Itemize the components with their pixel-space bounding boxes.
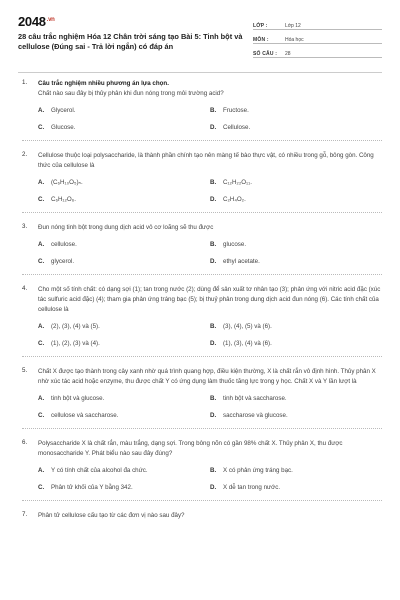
answer-option[interactable] [210, 107, 382, 114]
question-text: Chất X được tạo thành trong cây xanh nhờ quá trình quang hợp, điều kiện thường, X là chất rắn vô định hình. Thủy phân X nhờ xúc tác acid hoặc enzyme, thu được chất Y có ứng dụng làm thuốc tăng lực trong y học. Chất X và Y lần lượt là [38, 368, 376, 385]
option-text: Phân tử khối của Y bằng 342. [51, 484, 133, 491]
question-number: 3. [22, 223, 28, 230]
question-text-block [38, 151, 382, 171]
answer-option[interactable] [38, 484, 210, 491]
answer-option[interactable] [38, 340, 210, 347]
document-header [18, 14, 382, 66]
answer-option[interactable] [38, 467, 210, 474]
option-letter: C. [38, 258, 45, 265]
option-text: C₂H₄O₂. [223, 196, 246, 203]
option-text: glucose. [223, 241, 247, 248]
answer-option[interactable] [38, 258, 210, 265]
question-text-block [38, 223, 382, 233]
option-letter: D. [210, 124, 217, 131]
option-text: (3), (4), (5) và (6). [223, 323, 272, 330]
option-letter: D. [210, 340, 217, 347]
meta-label: SỐ CÂU : [253, 51, 278, 57]
option-letter: A. [38, 395, 45, 402]
option-letter: D. [210, 196, 217, 203]
answer-option[interactable] [38, 412, 210, 419]
document-meta [253, 16, 382, 58]
answer-option[interactable] [210, 412, 382, 419]
question-number: 6. [22, 439, 28, 446]
answer-option[interactable] [38, 179, 210, 186]
answer-option[interactable] [38, 395, 210, 402]
question-item [22, 285, 382, 357]
meta-value: Hóa học [285, 37, 304, 43]
answer-option[interactable] [38, 323, 210, 330]
option-text: Cellulose. [223, 124, 251, 131]
question-text: Cho một số tính chất: có dạng sợi (1); tan trong nước (2); dùng để sản xuất tơ nhân tạo (3); phản ứng với nitric acid đặc (xúc tác sulfuric acid đặc) (4); tham gia phản ứng tráng bạc (5); bị thuỷ phân trong dung dịch acid đun nóng (6). Các tính chất của cellulose là [38, 286, 381, 313]
meta-row-class [253, 16, 382, 30]
question-number: 5. [22, 367, 28, 374]
option-letter: D. [210, 258, 217, 265]
option-text: saccharose và glucose. [223, 412, 288, 419]
meta-label: LỚP : [253, 23, 268, 29]
question-item [22, 223, 382, 275]
option-letter: C. [38, 196, 45, 203]
answer-option[interactable] [210, 395, 382, 402]
question-text-block [38, 285, 382, 315]
option-letter: A. [38, 241, 45, 248]
question-number: 2. [22, 151, 28, 158]
option-letter: B. [210, 323, 217, 330]
question-item [22, 511, 382, 530]
answer-option[interactable] [210, 196, 382, 203]
option-text: (1), (2), (3) và (4). [51, 340, 100, 347]
answer-option[interactable] [210, 484, 382, 491]
option-text: C₆H₁₂O₆. [51, 196, 76, 203]
answer-options [38, 467, 382, 491]
meta-value: 28 [285, 51, 291, 57]
option-text: cellulose và saccharose. [51, 412, 119, 419]
question-text: Polysaccharide X là chất rắn, màu trắng, dạng sợi. Trong bông nõn có gần 98% chất X. Thủy phân X, thu được monosaccharide Y. Phát biểu nào sau đây đúng? [38, 440, 343, 457]
option-text: (C₆H₁₀O₅)ₙ. [51, 179, 83, 186]
option-letter: C. [38, 124, 45, 131]
option-letter: A. [38, 323, 45, 330]
option-text: Fructose. [223, 107, 249, 114]
question-text-block [38, 367, 382, 387]
option-text: Y có tính chất của alcohol đa chức. [51, 467, 148, 474]
option-text: Glycerol. [51, 107, 76, 114]
answer-options [38, 241, 382, 265]
question-item [22, 151, 382, 213]
answer-options [38, 107, 382, 131]
option-letter: D. [210, 484, 217, 491]
option-text: C₁₂H₂₂O₁₁. [223, 179, 252, 186]
logo-suffix: .vn [46, 16, 55, 23]
option-letter: A. [38, 467, 45, 474]
option-text: tinh bột và glucose. [51, 395, 105, 402]
document-title: 28 câu trắc nghiệm Hóa 12 Chân trời sáng tạo Bài 5: Tinh bột và cellulose (Đúng sai - Trả lời ngắn) có đáp án [18, 32, 243, 51]
question-number: 1. [22, 79, 28, 86]
question-text: Đun nóng tinh bột trong dung dịch acid vô cơ loãng sẽ thu được [38, 224, 214, 231]
option-letter: B. [210, 179, 217, 186]
question-text: Phân tử cellulose cấu tạo từ các đơn vị nào sau đây? [38, 512, 185, 519]
option-text: (1), (3), (4) và (6). [223, 340, 272, 347]
question-list [22, 79, 382, 540]
answer-option[interactable] [210, 124, 382, 131]
option-letter: B. [210, 395, 217, 402]
meta-label: MÔN : [253, 37, 269, 43]
logo-text: 2048 [18, 14, 46, 29]
meta-value: Lớp 12 [285, 23, 301, 29]
site-logo[interactable] [18, 14, 55, 29]
question-number: 7. [22, 511, 28, 518]
answer-option[interactable] [210, 323, 382, 330]
answer-option[interactable] [210, 340, 382, 347]
option-text: cellulose. [51, 241, 77, 248]
option-text: (2), (3), (4) và (5). [51, 323, 100, 330]
answer-options [38, 395, 382, 419]
question-heading: Câu trắc nghiệm nhiều phương án lựa chọn. [38, 80, 169, 87]
answer-option[interactable] [210, 258, 382, 265]
answer-option[interactable] [210, 241, 382, 248]
option-letter: A. [38, 107, 45, 114]
answer-option[interactable] [38, 124, 210, 131]
question-item [22, 439, 382, 501]
question-text-block [38, 79, 382, 99]
option-text: tinh bột và saccharose. [223, 395, 287, 402]
question-text-block [38, 439, 382, 459]
meta-row-subject [253, 30, 382, 44]
answer-option[interactable] [38, 241, 210, 248]
answer-option[interactable] [38, 196, 210, 203]
option-letter: B. [210, 107, 217, 114]
header-divider [18, 72, 382, 73]
option-text: ethyl acetate. [223, 258, 260, 265]
question-number: 4. [22, 285, 28, 292]
answer-options [38, 323, 382, 347]
option-letter: C. [38, 412, 45, 419]
option-letter: B. [210, 467, 217, 474]
answer-option[interactable] [210, 179, 382, 186]
option-letter: C. [38, 340, 45, 347]
option-letter: D. [210, 412, 217, 419]
option-letter: B. [210, 241, 217, 248]
answer-option[interactable] [210, 467, 382, 474]
option-text: X dễ tan trong nước. [223, 484, 281, 491]
meta-row-count [253, 44, 382, 58]
answer-option[interactable] [38, 107, 210, 114]
question-text-block [38, 511, 382, 521]
option-letter: C. [38, 484, 45, 491]
question-item [22, 79, 382, 141]
question-text: Cellulose thuộc loại polysaccharide, là thành phần chính tạo nên màng tế bào thực vật, có nhiều trong gỗ, bông gòn. Công thức của cellulose là [38, 152, 374, 169]
option-text: glycerol. [51, 258, 75, 265]
answer-options [38, 179, 382, 203]
option-text: Glucose. [51, 124, 76, 131]
question-text: Chất nào sau đây bị thủy phân khi đun nóng trong môi trường acid? [38, 90, 224, 97]
option-letter: A. [38, 179, 45, 186]
question-item [22, 367, 382, 429]
option-text: X có phản ứng tráng bạc. [223, 467, 293, 474]
